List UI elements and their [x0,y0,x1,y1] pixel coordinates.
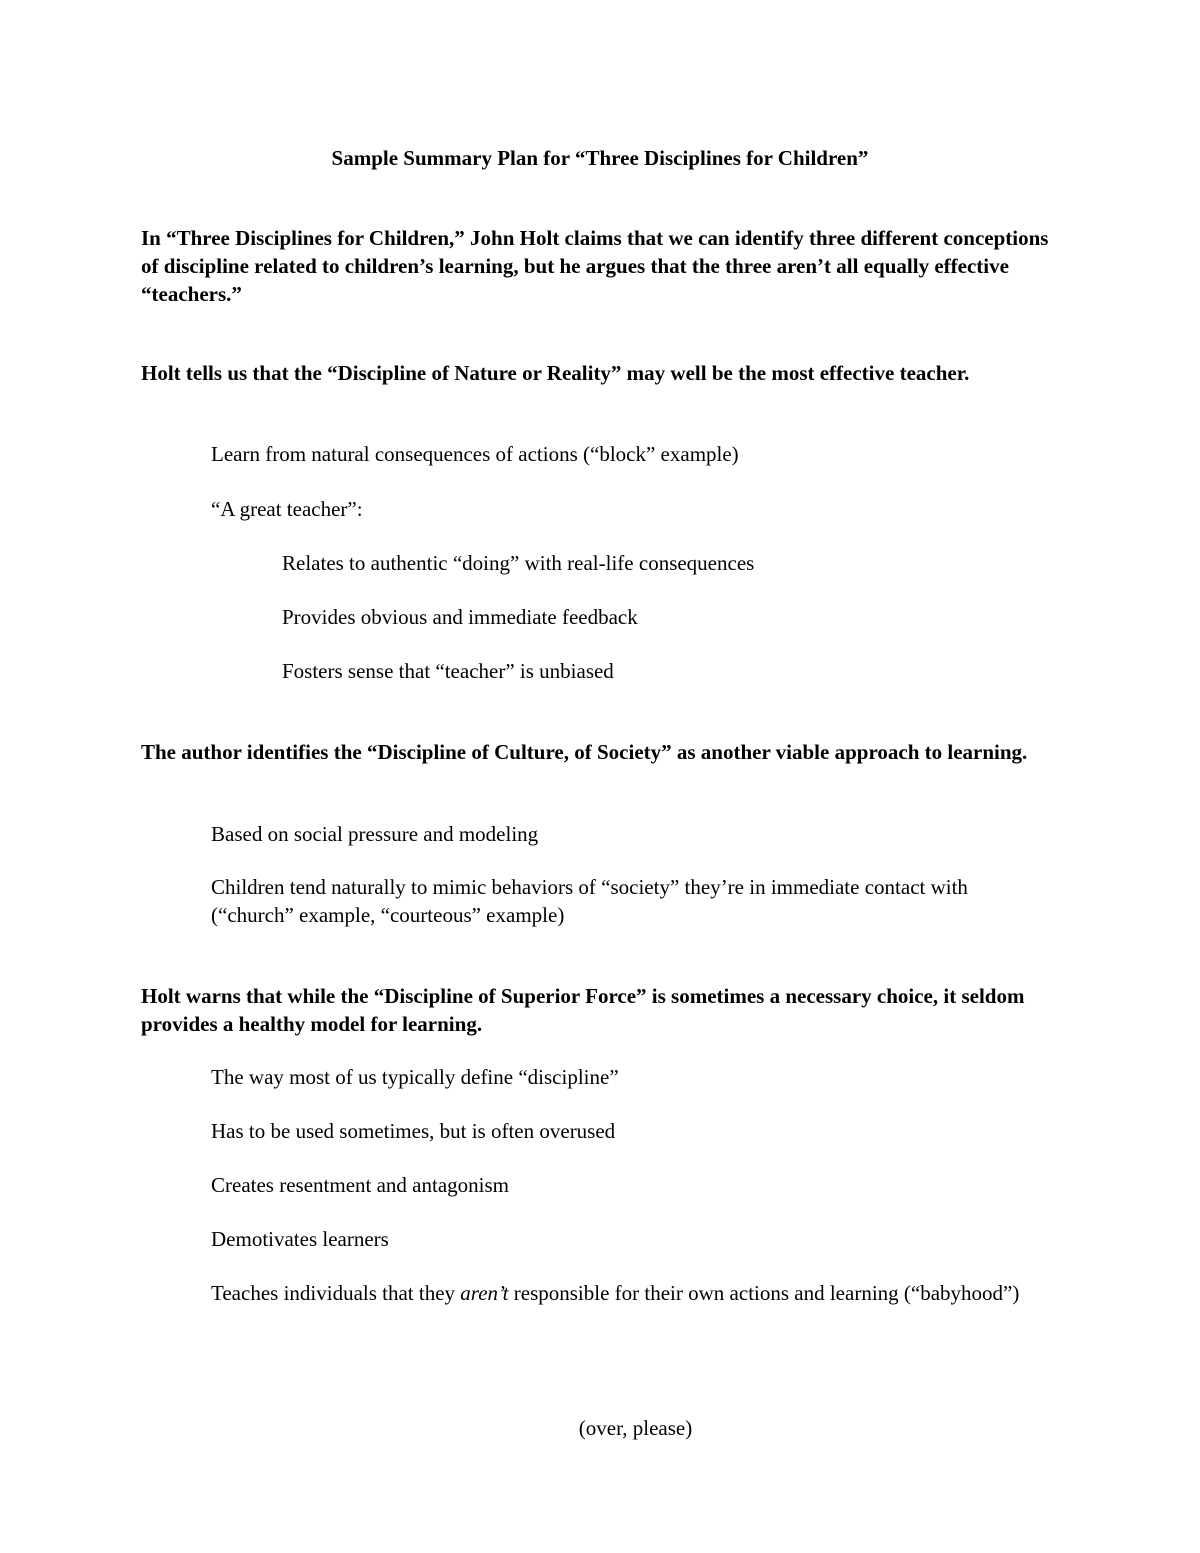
thesis-statement: In “Three Disciplines for Children,” John Holt claims that we can identify three different conceptions of discipline related to children’s learning, but he argues that the three aren’t all equally effective “teachers.” [141,226,1049,306]
page-title: Sample Summary Plan for “Three Disciplines for Children” [331,146,869,170]
item-text-emphasis: aren’t [460,1281,509,1305]
section-3-item: Demotivates learners [211,1227,389,1251]
section-1-item: Learn from natural consequences of actions (“block” example) [211,442,739,466]
page-footer: (over, please) [578,1416,693,1440]
item-text-after: responsible for their own actions and learning (“babyhood”) [508,1281,1020,1305]
section-1-heading: Holt tells us that the “Discipline of Nature or Reality” may well be the most effective teacher. [141,361,970,385]
section-1-subitem: Fosters sense that “teacher” is unbiased [282,659,614,683]
section-3-item: Has to be used sometimes, but is often overused [211,1119,616,1143]
section-3-item: The way most of us typically define “discipline” [211,1065,619,1089]
section-2-item: Based on social pressure and modeling [211,822,539,846]
item-text-before: Teaches individuals that they [211,1281,461,1305]
section-1-subitem: Provides obvious and immediate feedback [282,605,638,629]
section-2-heading: The author identifies the “Discipline of Culture, of Society” as another viable approach to learning. [141,740,1028,764]
section-3-heading: Holt warns that while the “Discipline of Superior Force” is sometimes a necessary choice, it seldom provides a healthy model for learning. [141,984,1025,1036]
section-1-subitem: Relates to authentic “doing” with real-life consequences [282,551,755,575]
section-3-item: Creates resentment and antagonism [211,1173,509,1197]
section-1-item: “A great teacher”: [211,497,363,521]
section-3-item [211,1279,1041,1307]
section-2-item: Children tend naturally to mimic behaviors of “society” they’re in immediate contact with (“church” example, “courteous” example) [211,875,968,927]
